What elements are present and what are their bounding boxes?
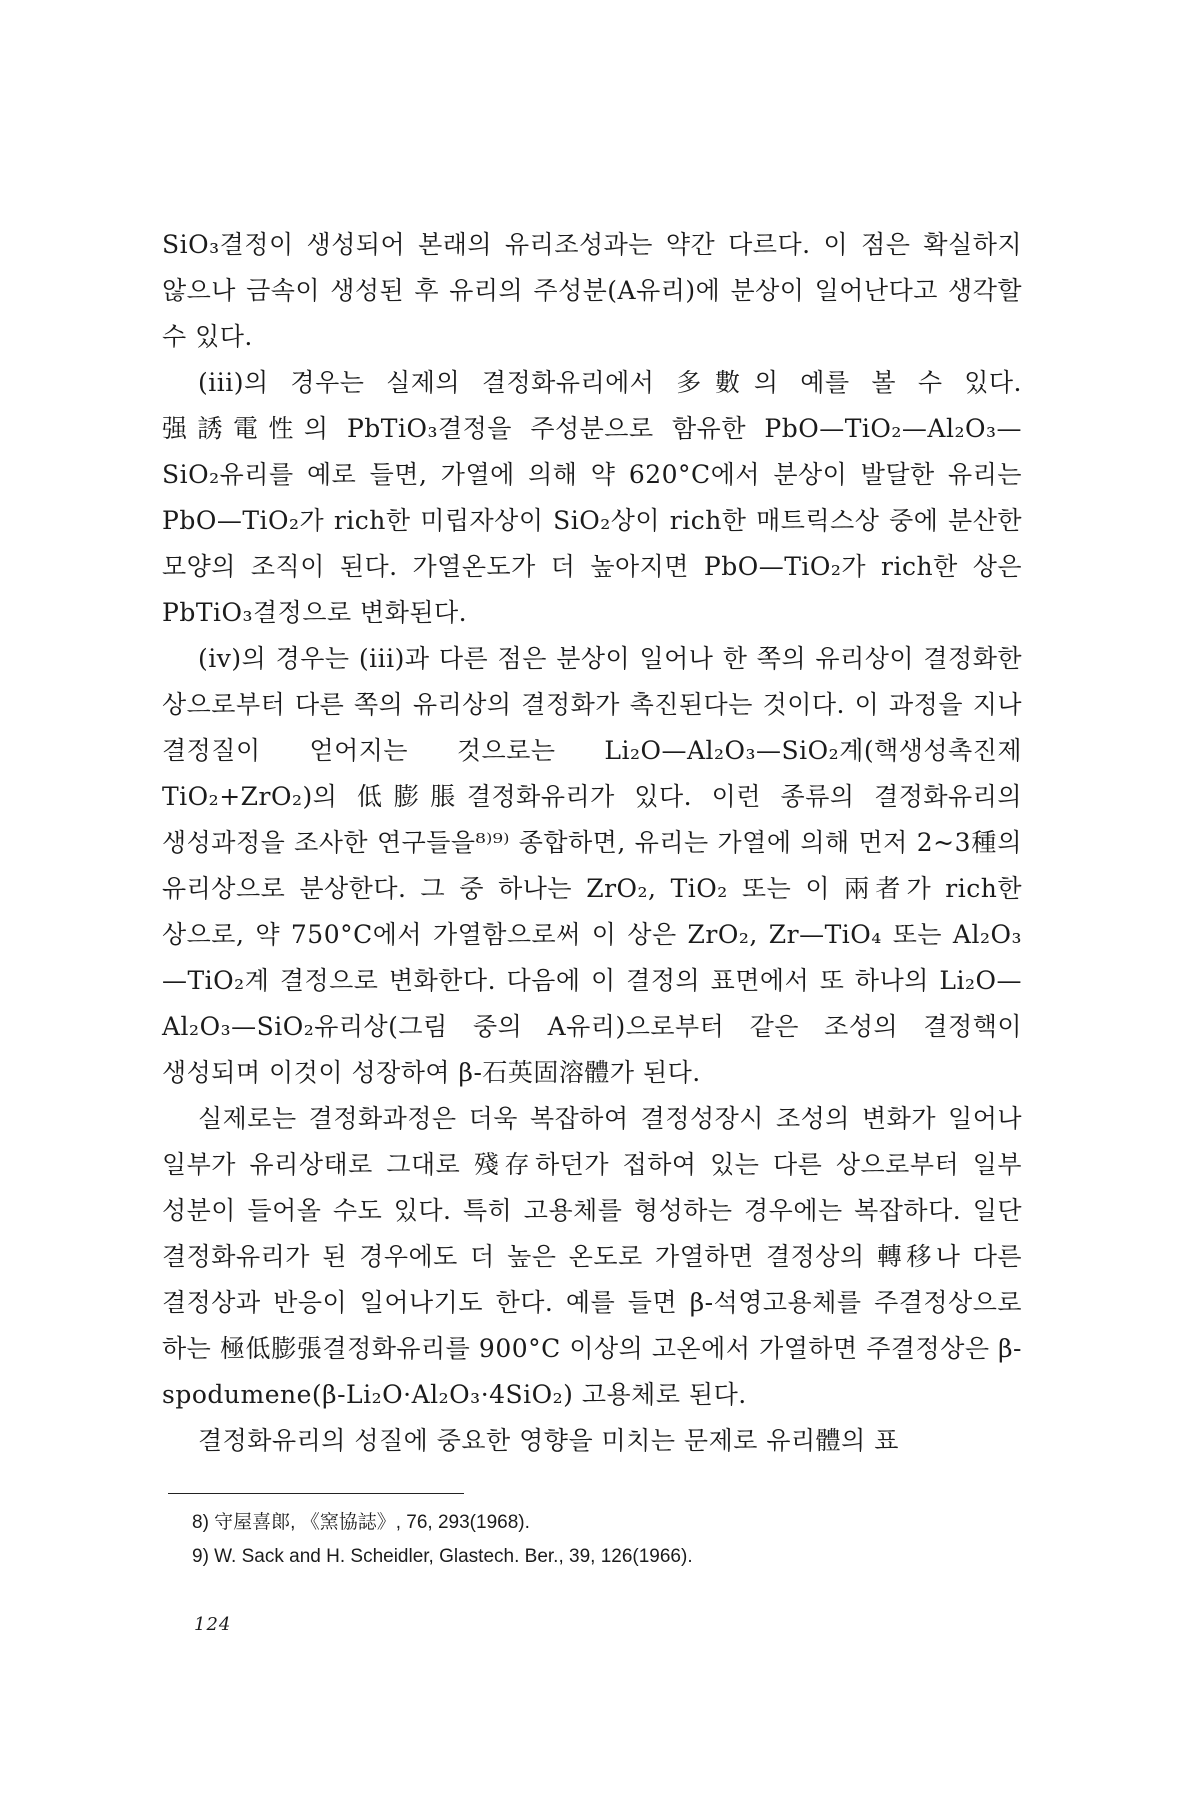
footnote-9: 9) W. Sack and H. Scheidler, Glastech. Ber., 39, 126(1966).	[192, 1546, 693, 1567]
paragraph-crystallization-process: 실제로는 결정화과정은 더욱 복잡하여 결정성장시 조성의 변화가 일어나 일부가 유리상태로 그대로 殘存하던가 접하여 있는 다른 상으로부터 일부 성분이 들어올 수도 있다. 특히 고용체를 형성하는 경우에는 복잡하다. 일단 결정화유리가 된 경우에도 더 높은 온도로 가열하면 결정상의 轉移나 다른 결정상과 반응이 일어나기도 한다. 예를 들면 β-석영고용체를 주결정상으로 하는 極低膨張결정화유리를 900°C 이상의 고온에서 가열하면 주결정상은 β-spodumene(β-Li₂O·Al₂O₃·4SiO₂) 고용체로 된다.	[162, 1104, 1022, 1409]
page-number: 124	[194, 1614, 232, 1635]
footnote-8: 8) 守屋喜郞, 《窯協誌》, 76, 293(1968).	[192, 1512, 530, 1533]
paragraph-continuation: SiO₃결정이 생성되어 본래의 유리조성과는 약간 다르다. 이 점은 확실하지 않으나 금속이 생성된 후 유리의 주성분(A유리)에 분상이 일어난다고 생각할 수 있다.	[162, 230, 1022, 351]
paragraph-case-iii: (iii)의 경우는 실제의 결정화유리에서 多數의 예를 볼 수 있다. 强誘電性의 PbTiO₃결정을 주성분으로 함유한 PbO—TiO₂—Al₂O₃—SiO₂유리를 예로 들면, 가열에 의해 약 620°C에서 분상이 발달한 유리는 PbO—TiO₂가 rich한 미립자상이 SiO₂상이 rich한 매트릭스상 중에 분산한 모양의 조직이 된다. 가열온도가 더 높아지면 PbO—TiO₂가 rich한 상은 PbTiO₃결정으로 변화된다.	[162, 368, 1022, 627]
paragraph-case-iv: (iv)의 경우는 (iii)과 다른 점은 분상이 일어나 한 쪽의 유리상이 결정화한 상으로부터 다른 쪽의 유리상의 결정화가 촉진된다는 것이다. 이 과정을 지나 결정질이 얻어지는 것으로는 Li₂O—Al₂O₃—SiO₂계(핵생성촉진제 TiO₂+ZrO₂)의 低膨脹결정화유리가 있다. 이런 종류의 결정화유리의 생성과정을 조사한 연구들을⁸⁾⁹⁾ 종합하면, 유리는 가열에 의해 먼저 2~3種의 유리상으로 분상한다. 그 중 하나는 ZrO₂, TiO₂ 또는 이 兩者가 rich한 상으로, 약 750°C에서 가열함으로써 이 상은 ZrO₂, Zr—TiO₄ 또는 Al₂O₃—TiO₂계 결정으로 변화한다. 다음에 이 결정의 표면에서 또 하나의 Li₂O—Al₂O₃—SiO₂유리상(그림 중의 A유리)으로부터 같은 조성의 결정핵이 생성되며 이것이 성장하여 β-石英固溶體가 된다.	[162, 644, 1022, 1087]
body-text	[162, 222, 1022, 1464]
footnote-divider	[168, 1493, 464, 1494]
footnotes	[192, 1506, 992, 1574]
paragraph-glass-surface: 결정화유리의 성질에 중요한 영향을 미치는 문제로 유리體의 표	[198, 1426, 899, 1455]
